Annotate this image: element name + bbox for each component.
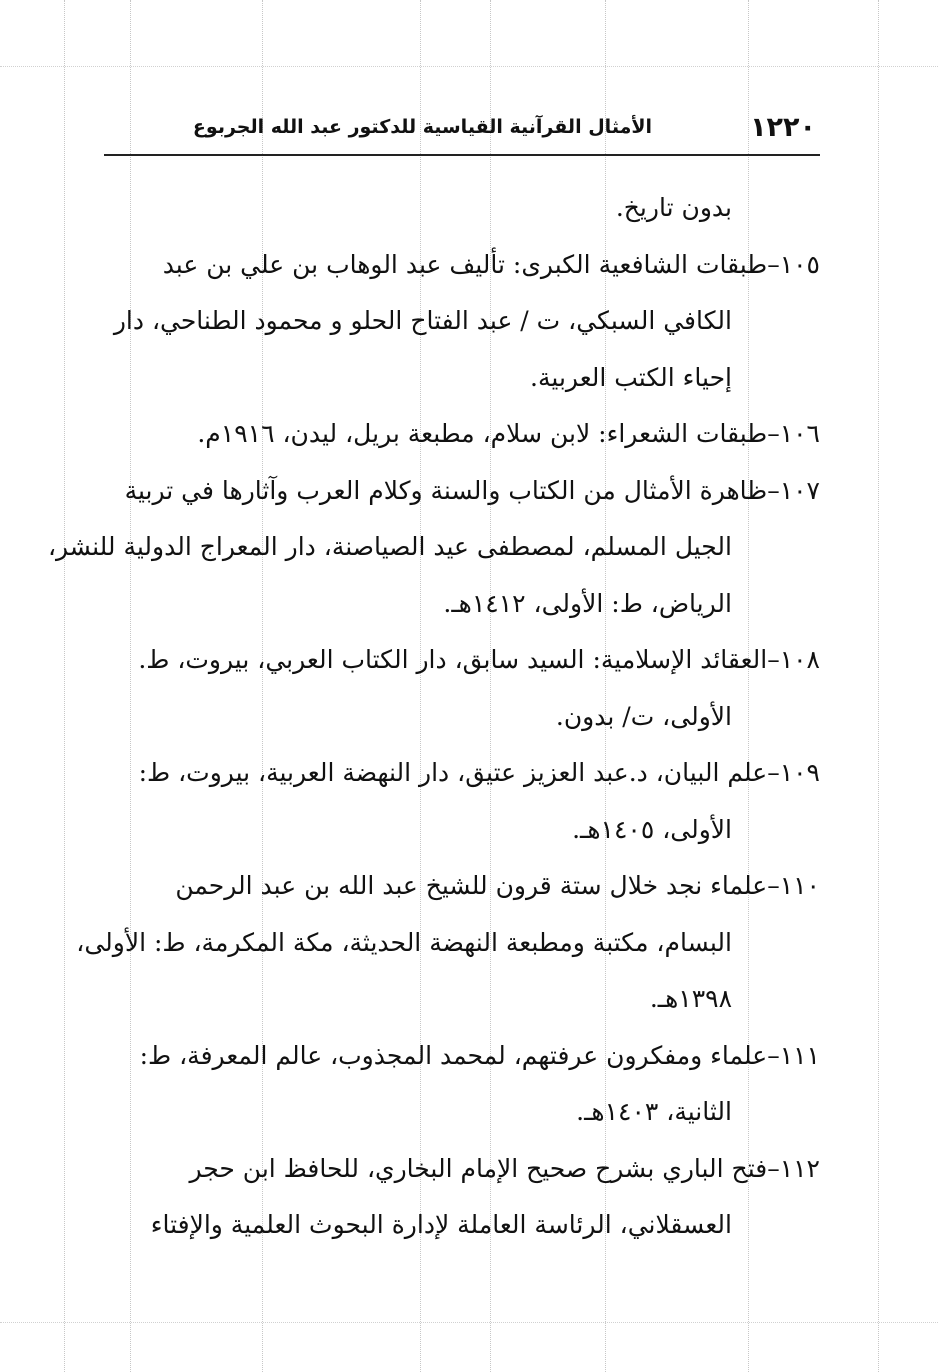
continuation-line: بدون تاريخ. [615,193,732,222]
guide-line [0,66,938,67]
bibliography-entry-112 [104,1141,820,1254]
running-title: الأمثال القرآنية القياسية للدكتور عبد الله الجربوع [192,116,652,138]
entry-first-line: ١٠٧–ظاهرة الأمثال من الكتاب والسنة وكلام العرب وآثارها في تربية [124,475,820,505]
bibliography-entry-105 [104,237,820,407]
page-header [104,108,820,156]
guide-line [64,0,65,1372]
entry-line: الأولى، ت/ بدون. [555,701,732,731]
entry-line: ١٣٩٨هـ. [649,984,732,1013]
bibliography-entry-110 [76,858,820,1028]
bibliography-entry-111 [104,1028,820,1141]
entry-first-line: ١٠٦–طبقات الشعراء: لابن سلام، مطبعة بريل، ليدن، ١٩١٦م. [197,419,820,448]
entry-first-line: ١١١–علماء ومفكرون عرفتهم، لمحمد المجذوب، عالم المعرفة، ط: [139,1040,820,1070]
bibliography-entry-107 [47,463,820,633]
entry-line: إحياء الكتب العربية. [530,362,732,392]
bibliography-entry-108 [104,632,820,745]
bibliography-entry-106 [104,406,820,463]
bibliography-list [47,180,820,1254]
entry-first-line: ١١٢–فتح الباري بشرح صحيح الإمام البخاري، للحافظ ابن حجر [189,1153,820,1183]
entry-line: الثانية، ١٤٠٣هـ. [576,1097,732,1126]
entry-first-line: ١١٠–علماء نجد خلال ستة قرون للشيخ عبد الله بن عبد الرحمن [175,871,820,900]
bibliography-entry-109 [104,745,820,858]
entry-first-line: ١٠٥–طبقات الشافعية الكبرى: تأليف عبد الوهاب بن علي بن عبد [162,249,820,279]
entry-line: العسقلاني، الرئاسة العاملة لإدارة البحوث العلمية والإفتاء [150,1210,732,1239]
entry-line: البسام، مكتبة ومطبعة النهضة الحديثة، مكة المكرمة، ط: الأولى، [76,927,732,957]
entry-line: الأولى، ١٤٠٥هـ. [572,814,732,844]
entry-first-line: ١٠٩–علم البيان، د.عبد العزيز عتيق، دار النهضة العربية، بيروت، ط: [138,758,820,787]
guide-line [0,1322,938,1323]
entry-first-line: ١٠٨–العقائد الإسلامية: السيد سابق، دار الكتاب العربي، بيروت، ط. [138,645,820,674]
page-number: ١٢٢٠ [750,112,816,143]
entry-line: الكافي السبكي، ت / عبد الفتاح الحلو و محمود الطناحي، دار [113,306,732,335]
entry-line: الجيل المسلم، لمصطفى عيد الصياصنة، دار المعراج الدولية للنشر، [47,532,732,561]
entry-line: الرياض، ط: الأولى، ١٤١٢هـ. [443,588,732,618]
guide-line [878,0,879,1372]
